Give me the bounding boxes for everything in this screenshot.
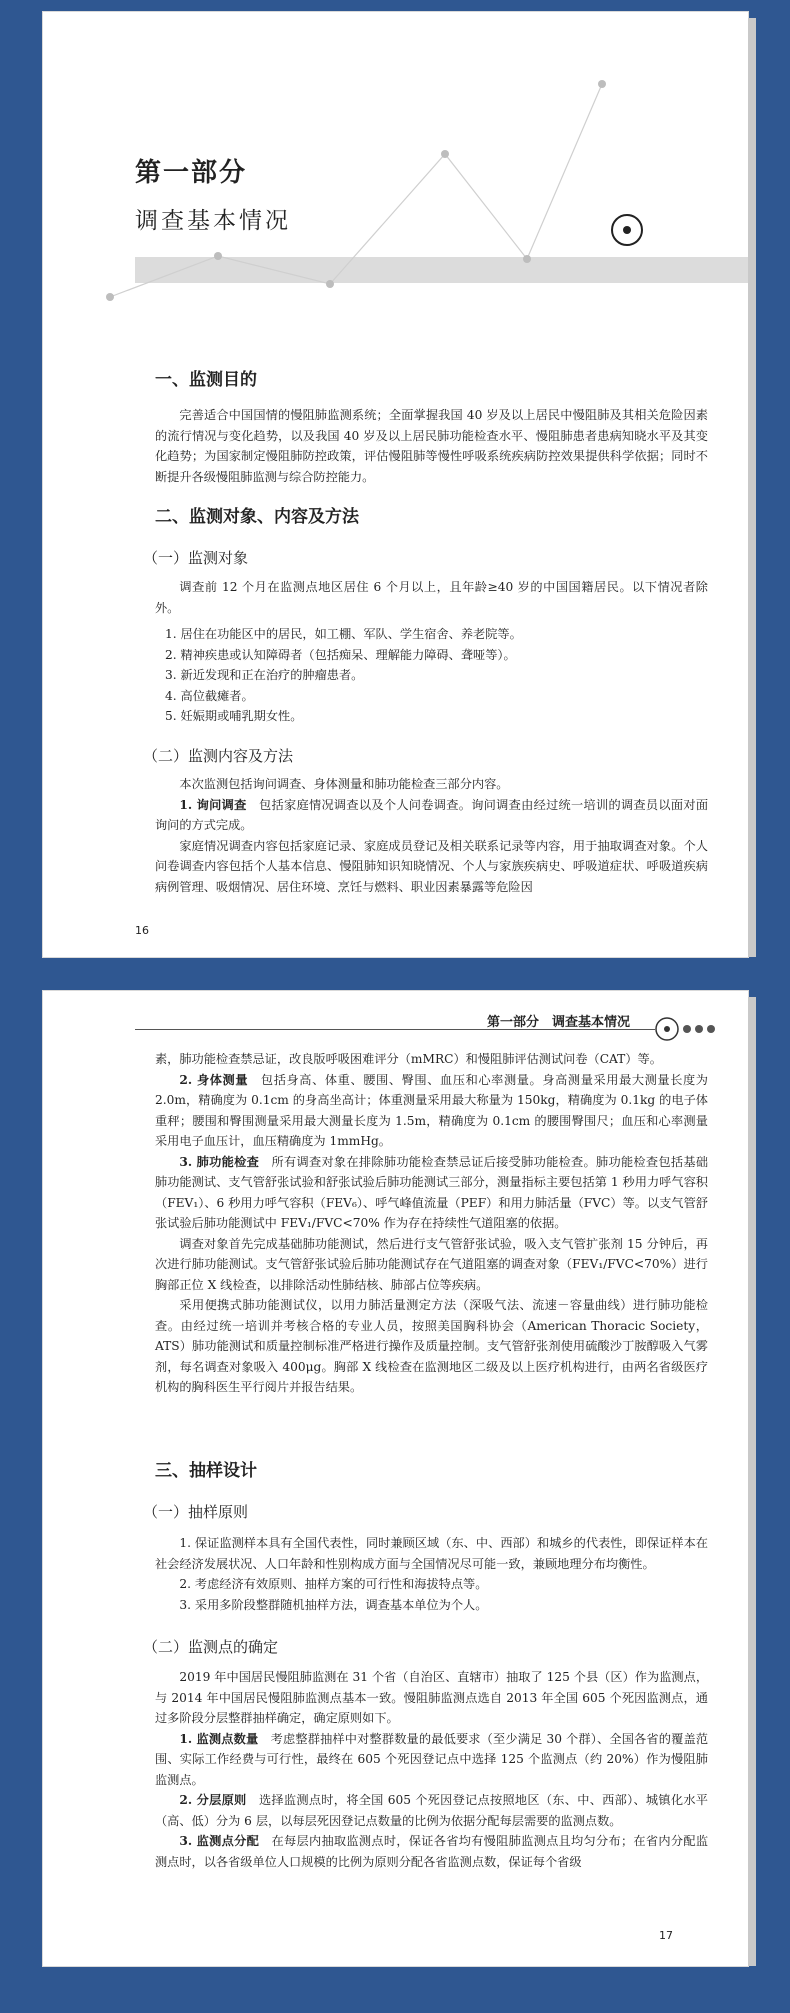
list-item: 1. 保证监测样本具有全国代表性，同时兼顾区域（东、中、西部）和城乡的代表性，即保证样本在社会经济发展状况、人口年龄和性别构成方面与全国情况尽可能一致，兼顾地理分布均衡性。 [155,1536,708,1571]
subsection-heading: （二）监测内容及方法 [143,747,294,765]
subsection-paragraph: 2019 年中国居民慢阻肺监测在 31 个省（自治区、直辖市）抽取了 125 个县（区）作为监测点，与 2014 年中国居民慢阻肺监测点基本一致。慢阻肺监测点选自 2013 年全国 605 个死因监测点，通过多阶段分层整群抽样确定，确定原则如下。 1. 监测点数量 考虑整群抽样中对整群数量的最低要求（至少满足 30 个群）、全国各省的覆盖范围、实际工作经费与可行性，最终在 605 个死因登记点中选择 125 个监测点（约 20%）作为慢阻肺监测点。 2. 分层原则 选择监测点时，将全国 605 个死因登记点按照地区（东、中、西部）、城镇化水平（高、低）分为 6 层，以每层死因登记点数量的比例为依据分配每层需要的监测点数。 3. 监测点分配 在每层内抽取监测点时，保证各省均有慢阻肺监测点且均匀分布；在省内分配监测点时，以各省级单位人口规模的比例为原则分配各省监测点数，保证每个省级 [155,1670,709,1869]
paragraph-continued: 素，肺功能检查禁忌证，改良版呼吸困难评分（mMRC）和慢阻肺评估测试问卷（CAT）等。 2. 身体测量 包括身高、体重、腰围、臀围、血压和心率测量。身高测量采用最大测量长度为 2.0m，精确度为 0.1cm 的身高坐高计；体重测量采用最大称量为 150kg，精确度为 0.1kg 的电子体重秤；腰围和臀围测量采用最大测量长度为 1.5m，精确度为 0.1cm 的腰围臀围尺；血压和心率测量采用电子血压计，血压精确度为 1mmHg。 3. 肺功能检查 所有调查对象在排除肺功能检查禁忌证后接受肺功能检查。肺功能检查包括基础肺功能测试、支气管舒张试验和舒张试验后肺功能测试三部分，测量指标主要包括第 1 秒用力呼气容积（FEV₁）、6 秒用力呼气容积（FEV₆）、呼气峰值流量（PEF）和用力肺活量（FVC）等。以支气管舒张试验后肺功能测试中 FEV₁/FVC<70% 作为存在持续性气道阻塞的依据。 调查对象首先完成基础肺功能测试，然后进行支气管舒张试验，吸入支气管扩张剂 15 分钟后，再次进行肺功能测试。支气管舒张试验后肺功能测试存在气道阻塞的调查对象（FEV₁/FVC<70%）进行胸部正位 X 线检查，以排除活动性肺结核、肺部占位等疾病。 采用便携式肺功能测试仪，以用力肺活量测定方法（深吸气法、流速－容量曲线）进行肺功能检查。由经过统一培训并考核合格的专业人员，按照美国胸科协会（American Thoracic Society，ATS）肺功能测试和质量控制标准严格进行操作及质量控制。支气管舒张剂使用硫酸沙丁胺醇吸入气雾剂，每名调查对象吸入 400μg。胸部 X 线检查在监测地区二级及以上医疗机构进行，由两名省级医疗机构的胸科医生平行阅片并报告结果。 [155,1052,709,1394]
section-1-heading: 一、监测目的 [155,370,257,390]
list-item: 4. 高位截瘫者。 [165,688,254,703]
list-item: 1. 居住在功能区中的居民，如工棚、军队、学生宿舍、养老院等。 [165,627,522,641]
list-item: 3. 采用多阶段整群随机抽样方法，调查基本单位为个人。 [179,1597,488,1612]
subsection-heading: （一）抽样原则 [143,1503,249,1521]
page-number: 16 [135,924,149,937]
list-item: 5. 妊娠期或哺乳期女性。 [165,709,303,723]
subsection-paragraph: 调查前 12 个月在监测点地区居住 6 个月以上，且年龄≥40 岁的中国国籍居民。以下情况者除外。 [155,580,708,615]
section-2-heading: 二、监测对象、内容及方法 [155,507,359,527]
header-dots-icon [655,1015,725,1043]
list-item: 2. 考虑经济有效原则、抽样方案的可行性和海拔特点等。 [179,1577,488,1591]
exclusion-list [165,624,522,727]
sampling-principles-list [155,1533,708,1615]
page-shadow [748,18,756,957]
page-16 [43,12,748,957]
section-3-heading: 三、抽样设计 [155,1461,257,1481]
list-item: 3. 新近发现和正在治疗的肿瘤患者。 [165,668,364,682]
running-head: 第一部分 调查基本情况 [486,1015,630,1030]
subsection-paragraph: 本次监测包括询问调查、身体测量和肺功能检查三部分内容。 1. 询问调查 包括家庭情况调查以及个人问卷调查。询问调查由经过统一培训的调查员以面对面询问的方式完成。 家庭情况调查内容包括家庭记录、家庭成员登记及相关联系记录等内容，用于抽取调查对象。个人问卷调查内容包括个人基本信息、慢阻肺知识知晓情况、个人与家族疾病史、呼吸道症状、呼吸道疾病病例管理、吸烟情况、居住环境、烹饪与燃料、职业因素暴露等危险因 [155,777,709,894]
subsection-heading: （二）监测点的确定 [143,1638,279,1656]
part-subtitle: 调查基本情况 [135,208,291,234]
page-17 [43,991,748,1966]
section-1-paragraph: 完善适合中国国情的慢阻肺监测系统；全面掌握我国 40 岁及以上居民中慢阻肺及其相关危险因素的流行情况与变化趋势，以及我国 40 岁及以上居民肺功能检查水平、慢阻肺患者患病知晓水平及其变化趋势；为国家制定慢阻肺防控政策，评估慢阻肺等慢性呼吸系统疾病防控效果提供科学依据；同时不断提升各级慢阻肺监测与综合防控能力。 [155,408,708,484]
list-item: 2. 精神疾患或认知障碍者（包括痴呆、理解能力障碍、聋哑等）。 [165,647,516,662]
page-shadow [748,997,756,1966]
page-number: 17 [659,1929,673,1942]
part-title: 第一部分 [135,158,248,188]
subsection-heading: （一）监测对象 [143,549,249,567]
